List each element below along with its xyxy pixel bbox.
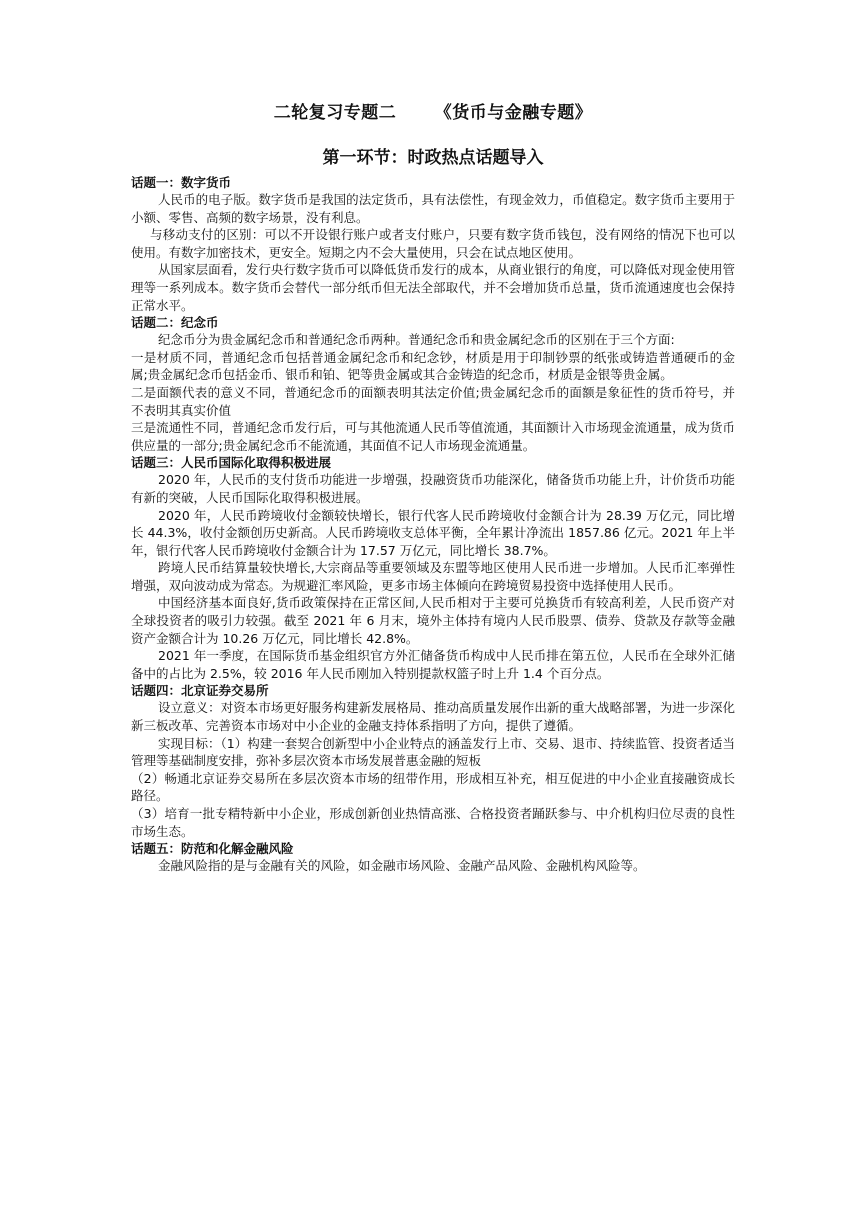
paragraph: 二是面额代表的意义不同，普通纪念币的面额表明其法定价值;贵金属纪念币的面额是象征性的货币符号，并不表明其真实价值 bbox=[131, 384, 735, 418]
paragraph: 设立意义：对资本市场更好服务构建新发展格局、推动高质量发展作出新的重大战略部署，为进一步深化新三板改革、完善资本市场对中小企业的金融支持体系指明了方向，提供了遵循。 bbox=[131, 700, 735, 734]
paragraph: （2）畅通北京证券交易所在多层次资本市场的纽带作用，形成相互补充，相互促进的中小企业直接融资成长路径。 bbox=[131, 770, 735, 804]
paragraph: 2021 年一季度，在国际货币基金组织官方外汇储备货币构成中人民币排在第五位，人民币在全球外汇储备中的占比为 2.5%，较 2016 年人民币刚加入特别提款权篮子时上升 1.4 个百分点。 bbox=[131, 648, 735, 681]
paragraph: 跨境人民币结算量较快增长,大宗商品等重要领域及东盟等地区使用人民币进一步增加。人民币汇率弹性增强，双向波动成为常态。为规避汇率风险，更多市场主体倾向在跨境贸易投资中选择使用人民币。 bbox=[131, 560, 735, 593]
paragraph: 金融风险指的是与金融有关的风险，如金融市场风险、金融产品风险、金融机构风险等。 bbox=[158, 858, 646, 874]
paragraph: （3）培育一批专精特新中小企业，形成创新创业热情高涨、合格投资者踊跃参与、中介机构归位尽责的良性市场生态。 bbox=[131, 806, 735, 839]
paragraph: 实现目标：（1）构建一套契合创新型中小企业特点的涵盖发行上市、交易、退市、持续监管、投资者适当管理等基础制度安排，弥补多层次资本市场发展普惠金融的短板 bbox=[131, 735, 735, 769]
topic-5 bbox=[131, 840, 735, 875]
topic-heading: 话题二：纪念币 bbox=[131, 315, 219, 331]
paragraph: 从国家层面看，发行央行数字货币可以降低货币发行的成本，从商业银行的角度，可以降低对现金使用管理等一系列成本。数字货币会替代一部分纸币但无法全部取代，并不会增加货币总量，货币流通速度也会保持正常水平。 bbox=[131, 262, 735, 313]
section-title: 第一环节：时政热点话题导入 bbox=[322, 148, 544, 168]
topic-heading: 话题四：北京证券交易所 bbox=[131, 683, 269, 699]
paragraph: 中国经济基本面良好,货币政策保持在正常区间,人民币相对于主要可兑换货币有较高利差，人民币资产对全球投资者的吸引力较强。截至 2021 年 6 月末，境外主体持有境内人民币股票、债券、贷款及存款等金融资产金额合计为 10.26 万亿元，同比增长 42.8%。 bbox=[131, 595, 735, 646]
document-title: 二轮复习专题二 《货币与金融专题》 bbox=[273, 103, 593, 123]
topic-3 bbox=[131, 454, 735, 682]
topic-2 bbox=[131, 314, 735, 454]
topic-1 bbox=[131, 174, 735, 314]
topic-heading: 话题一：数字货币 bbox=[131, 175, 232, 190]
paragraph: 2020 年，人民币的支付货币功能进一步增强，投融资货币功能深化，储备货币功能上升，计价货币功能有新的突破，人民币国际化取得积极进展。 bbox=[131, 472, 735, 505]
topic-4 bbox=[131, 682, 735, 840]
topic-heading: 话题五：防范和化解金融风险 bbox=[131, 841, 294, 857]
paragraph: 2020 年，人民币跨境收付金额较快增长，银行代客人民币跨境收付金额合计为 28.39 万亿元，同比增长 44.3%，收付金额创历史新高。人民币跨境收支总体平衡，全年累计净流出 1857.86 亿元。2021 年上半年，银行代客人民币跨境收付金额合计为 17.57 万亿元，同比增长 38.7%。 bbox=[131, 507, 735, 558]
paragraph: 纪念币分为贵金属纪念币和普通纪念币两种。普通纪念币和贵金属纪念币的区别在于三个方面: bbox=[158, 332, 675, 348]
topic-heading: 话题三：人民币国际化取得积极进展 bbox=[131, 455, 332, 471]
paragraph: 与移动支付的区别：可以不开设银行账户或者支付账户，只要有数字货币钱包，没有网络的情况下也可以使用。有数字加密技术，更安全。短期之内不会大量使用，只会在试点地区使用。 bbox=[131, 227, 735, 260]
paragraph: 一是材质不同，普通纪念币包括普通金属纪念币和纪念钞，材质是用于印制钞票的纸张或铸造普通硬币的金属;贵金属纪念币包括金币、银币和铂、钯等贵金属或其合金铸造的纪念币，材质是金银等贵金属。 bbox=[131, 349, 735, 383]
paragraph: 人民币的电子版。数字货币是我国的法定货币，具有法偿性，有现金效力，币值稳定。数字货币主要用于小额、零售、高频的数字场景，没有利息。 bbox=[131, 192, 735, 225]
document-page bbox=[131, 100, 735, 875]
paragraph: 三是流通性不同，普通纪念币发行后，可与其他流通人民币等值流通，其面额计入市场现金流通量，成为货币供应量的一部分;贵金属纪念币不能流通，其面值不记人市场现金流通量。 bbox=[131, 420, 735, 453]
